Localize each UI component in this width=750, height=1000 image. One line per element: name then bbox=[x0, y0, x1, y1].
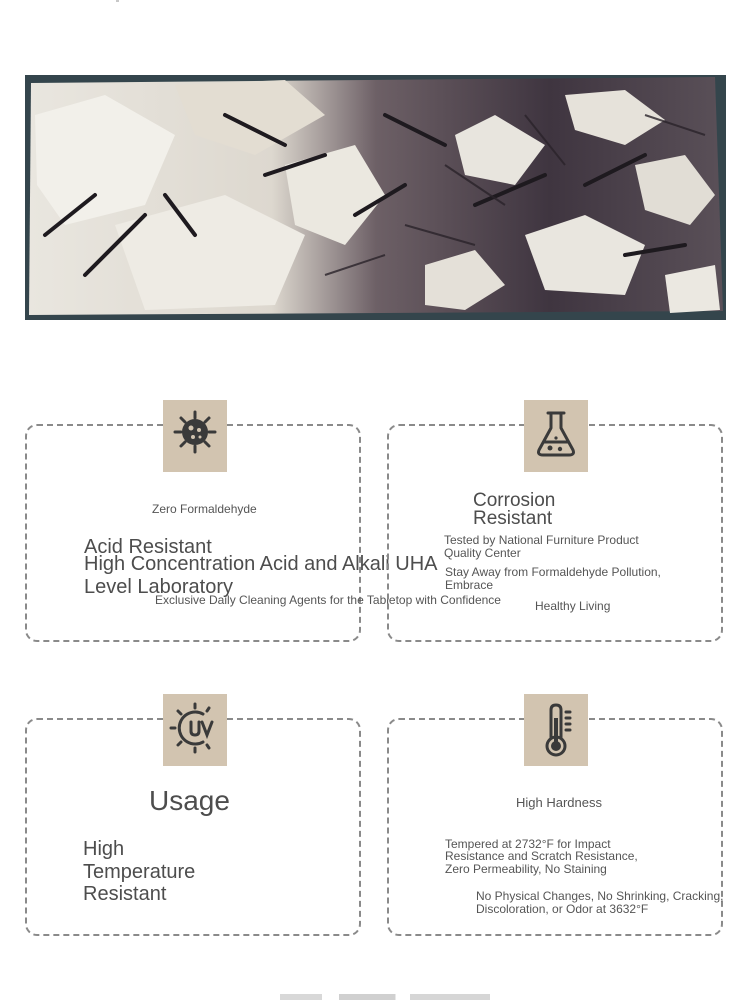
granite-texture bbox=[25, 75, 726, 320]
thermometer-icon-box bbox=[524, 694, 588, 766]
corrosion-title-line2: Resistant bbox=[473, 508, 553, 529]
virus-icon-box bbox=[163, 400, 227, 472]
thermometer-icon bbox=[532, 702, 580, 762]
cut-off-text-fragment bbox=[280, 994, 490, 1000]
top-fragment bbox=[116, 0, 119, 2]
virus-icon bbox=[171, 408, 219, 456]
usage-title: Usage bbox=[149, 785, 230, 816]
flask-icon-box bbox=[524, 400, 588, 472]
tempered-line1: Tempered at 2732°F for Impact bbox=[445, 837, 611, 851]
physical-line1: No Physical Changes, No Shrinking, Cracking, bbox=[476, 889, 724, 903]
cleaning-agents-note: Exclusive Daily Cleaning Agents for the Tabletop with Confidence bbox=[155, 593, 501, 607]
healthy-living-label: Healthy Living bbox=[535, 599, 611, 613]
high-hardness-title: High Hardness bbox=[516, 795, 602, 810]
stay-away-line1: Stay Away from Formaldehyde Pollution, bbox=[445, 565, 661, 579]
stay-away-line2: Embrace bbox=[445, 578, 494, 592]
acid-resistant-title: Acid Resistant bbox=[84, 536, 212, 558]
heat-line3: Resistant bbox=[83, 883, 167, 905]
tempered-line3: Zero Permeability, No Staining bbox=[445, 862, 607, 876]
stone-slab-image bbox=[25, 75, 726, 320]
heat-line1: High bbox=[83, 838, 125, 860]
tested-line2: Quality Center bbox=[444, 546, 521, 560]
flask-icon bbox=[532, 408, 580, 460]
zero-formaldehyde-label: Zero Formaldehyde bbox=[152, 502, 257, 516]
tempered-line2: Resistance and Scratch Resistance, bbox=[445, 849, 638, 863]
acid-alkali-subtitle-line2: Level Laboratory bbox=[84, 576, 233, 598]
heat-line2: Temperature bbox=[83, 861, 196, 883]
tested-line1: Tested by National Furniture Product bbox=[444, 533, 639, 547]
uv-icon-box bbox=[163, 694, 227, 766]
physical-line2: Discoloration, or Odor at 3632°F bbox=[476, 902, 649, 916]
uv-sun-icon bbox=[169, 702, 221, 754]
corrosion-title-line1: Corrosion bbox=[473, 490, 556, 511]
acid-alkali-subtitle-line1: High Concentration Acid and Alkali UHA bbox=[84, 553, 438, 575]
